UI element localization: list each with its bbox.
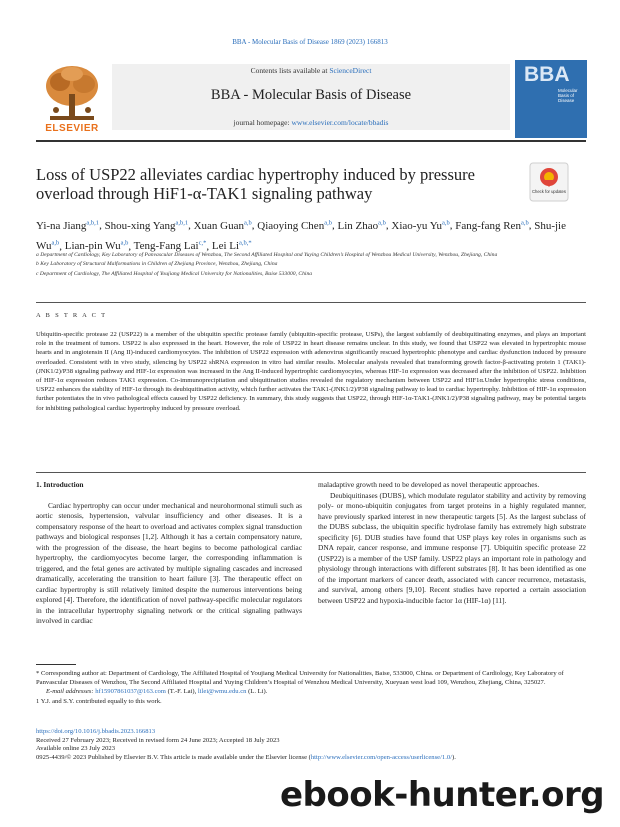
license-suffix: ). [452,754,456,762]
author [212,240,252,252]
author-affiliation-marker[interactable]: a,b [51,239,60,247]
homepage-link[interactable]: www.elsevier.com/locate/bbadis [291,118,389,127]
affiliations [36,252,586,280]
author-affiliation-marker[interactable]: a,b,* [239,239,252,247]
email-label: E-mail addresses: [46,688,96,696]
email-addresses [36,688,586,697]
author-name: Xiao-yu Yu [391,219,442,232]
author-affiliation-marker[interactable]: a,b [378,219,386,226]
footnotes [36,670,586,708]
author-name: Yi-na Jiang [36,219,87,232]
section-heading-introduction: 1. Introduction [36,480,84,489]
author-name: Qiaoying Chen [257,219,325,232]
footnote-divider [36,664,76,665]
author-affiliation-marker[interactable]: c,* [198,239,207,247]
email-owner-li: (L. Li). [246,688,268,696]
license-link[interactable]: http://www.elsevier.com/open-access/userlicense/1.0/ [310,754,452,762]
abstract-body: Ubiquitin-specific protease 22 (USP22) is a member of the ubiquitin specific protease family (ubiquitin-specific protease, USPs), the largest subfamily of deubiquitinating enzymes, and plays an important role in the treatment of tumors. USP22 is also expressed in the heart. However, the role of USP22 in heart disease remains unclear. In this study, we found that USP22 was elevated in hypertrophic mouse hearts and in angiotensin II (Ang II)-induced cardiomyocytes. The inhibition of USP22 expression with adenovirus significantly rescued hypertrophic phenotype and cardiac dysfunction induced by pressure overloaded. Consistent with in vivo study, silencing by USP22 shRNA expression in vitro had similar results. Molecular analysis revealed that transforming growth factor-β-activating protein 1 (TAK1)-(JNK1/2)/P38 signaling pathway and HIF-1α expression was increased in the Ang II-induced hypertrophic cardiomyocytes, whereas HIF-1α expression was decreased after the inhibition of USP22. Inhibition of HIF-1α expression reduces TAK1 expression. Co-immunoprecipitation and ubiquitination studies revealed the regulatory mechanism between USP22 and HIF1α.Under hypertrophic stress conditions, USP22 enhances the stability of HIF-1α through its deubiquitination activity, which further activates the TAK1-(JNK1/2)/P38 signaling pathway to lead to cardiac hypertrophy. Inhibition of HIF-1α expression further potentiates the in vivo pathological effects caused by USP22 deficiency. In summary, this study suggests that USP22, through HIF-1α-TAK1-(JNK1/2)/P38 signaling pathway, may be potential targets for inhibiting pathological cardiac hypertrophy induced by pressure overload. [36,331,586,412]
abstract-bottom-divider [36,472,586,473]
author [194,220,252,232]
email-owner-lai: (T.-F. Lai), [165,688,198,696]
publisher-name: ELSEVIER [45,123,99,134]
author-affiliation-marker[interactable]: a,b [442,219,450,226]
intro-paragraph-1-continued: maladaptive growth need to be developed as novel therapeutic approaches. [318,480,540,489]
corresponding-author-note: * Corresponding author at: Department of Cardiology, The Affiliated Hospital of Youjiang Medical University for Nationalities, Baise, 533000, China. or Department of Cardiology, Key Laboratory of Panvascular Diseases of Wenzhou, The Second Affiliated Hospital and Yuying Children’s Hospital of Wenzhou Medical University, Xueyuan west load 109, Wenzhou, Zhejiang, China, 325027. [36,670,564,686]
author-name: Shou-xing Yang [104,219,176,232]
author [65,240,129,252]
contents-prefix: Contents lists available at [250,66,330,75]
homepage-prefix: journal homepage: [233,118,292,127]
equal-contribution-note: 1 Y.J. and S.Y. contributed equally to this work. [36,698,162,706]
check-for-updates-badge[interactable] [529,162,569,202]
abstract-top-divider [36,302,586,303]
author-affiliation-marker[interactable]: a,b [324,219,332,226]
author-affiliation-marker[interactable]: a,b,1 [86,219,100,226]
affiliation-a: a Department of Cardiology, Key Laboratory of Panvascular Diseases of Wenzhou, The Second Affiliated Hospital and Yuying Children’s Hospital of Wenzhou Medical University, Wenzhou, Zhejiang, China [36,252,498,258]
email-link-li[interactable]: lilei@wmu.edu.cn [197,688,247,696]
sciencedirect-link[interactable]: ScienceDirect [329,66,372,75]
tree-icon [46,66,98,120]
homepage-line [112,118,510,127]
available-online-date: Available online 23 July 2023 [36,745,115,753]
doi-link[interactable]: https://doi.org/10.1016/j.bbadis.2023.166813 [36,728,156,735]
license-prefix: 0925-4439/© 2023 Published by Elsevier B.V. This article is made available under the Elsevier license ( [36,754,311,762]
author-name: Fang-fang Ren [455,219,521,232]
author-name: Teng-Fang Lai [133,240,199,253]
journal-reference[interactable]: BBA - Molecular Basis of Disease 1869 (2023) 166813 [232,38,388,46]
author-affiliation-marker[interactable]: a,b [244,219,252,226]
article-info [36,728,586,763]
intro-paragraph-1: Cardiac hypertrophy can occur under mechanical and neurohormonal stimuli such as aortic stenosis, hypertension, valvular insufficiency and other diseases. It is a compensatory response of the heart to overload and activates complex signal transduction pathways and biological responses [1,2]. Although it has a certain compensatory nature, with the progression of the disease, the heart begins to become pathological cardiac hypertrophy, the cardiomyocytes become larger, the corresponding inflammation is triggered, and the fetal genes are activated by multiple signaling cascades and increased dramatically, accelerating the transition to heart failure [3]. The therapeutic effect on cardiac hypertrophy is still relatively limited despite the numerous interventions being explored [4]. Therefore, the identification of novel pathway-specific molecular regulators in the intracellular hypertrophy signaling network or the critical signaling pathways involved in cardiac [36,500,302,625]
header-divider [36,140,586,142]
author [134,240,207,252]
check-updates-label: Check for updates [532,189,566,194]
author-name: Lin Zhao [337,219,379,232]
author [105,220,189,232]
author-name: Shu-jie Wu [36,219,566,253]
author-affiliation-marker[interactable]: a,b [120,239,129,247]
license-line [36,754,586,763]
author [455,220,528,232]
affiliation-b: b Key Laboratory of Structural Malformations in Children of Zhejiang Province, Wenzhou, Zhejiang, China [36,261,278,268]
email-link-lai[interactable]: hf15907861037@163.com [95,688,166,696]
journal-title: BBA - Molecular Basis of Disease [210,87,412,103]
body-column-right [318,480,586,606]
author [391,220,449,232]
article-title: Loss of USP22 alleviates cardiac hypertrophy induced by pressure overload through HiF1-α-TAK1 signaling pathway [36,165,475,203]
author-name: Lei Li [211,240,240,253]
received-dates: Received 27 February 2023; Received in revised form 24 June 2023; Accepted 18 July 2023 [36,736,280,744]
author-list: Yi-na Jiang$^{a,b,1}$, Shou-xing Yang$^{a,b,1}$, Xuan Guan$^{a,b}$, Qiaoying Chen$^{a,b}$, Lin Zhao$^{a,b}$, Xiao-yu Yu$^{a,b}$, Fang-fang Ren$^{a,b}$, Shu-jie Wu$^{a,b}$, Lian-pin Wu$^{a,b}$, Teng-Fang Lai$^{c,*}$, Lei $Li^{a,b,*}$ [36,219,566,253]
watermark: ebook-hunter.org [280,775,605,815]
body-column-left [36,480,302,627]
author [257,220,332,232]
author [337,220,385,232]
author-name: Lian-pin Wu [64,240,121,253]
intro-paragraph-2: Deubiquitinases (DUBS), which modulate regulator stability and activity by removing poly- or mono-ubiquitin conjugates from target proteins in a highly regulated manner, have previously sparked interest in new therapeutic targets [5]. As the largest subclass of the DUBS subclass, the ubiquitin specific hydrolase family has extremely high substrate specificity [6]. DUB studies have found that USP plays key roles in organisms such as DNA repair, cancer response, and immune response [7]. Ubiquitin specific protease 22 (USP22) is a member of the USP family. USP22 plays an important role in pathology and physiology through interactions with different substrates [8]. It has been identified as one of the important markers of cancer death, associated with cancer recurrence, metastasis, and survival, among others [9,10]. Recent studies have reported a certain association between USP22 and hypoxia-inducible factor 1α (HIF-1α) [11]. [318,490,586,605]
affiliation-c: c Department of Cardiology, The Affiliated Hospital of Youjiang Medical University for Nationalities, Baise 533000, China [36,270,313,277]
contents-line [112,66,510,75]
author-affiliation-marker[interactable]: a,b,1 [175,219,189,226]
author-affiliation-marker[interactable]: a,b [520,219,529,226]
author [36,220,99,232]
author-name: Xuan Guan [193,219,245,232]
cover-title: BBA [524,63,570,86]
abstract-heading: A B S T R A C T [36,312,107,319]
cover-subtitle: Molecular Basis of Disease [558,88,578,103]
